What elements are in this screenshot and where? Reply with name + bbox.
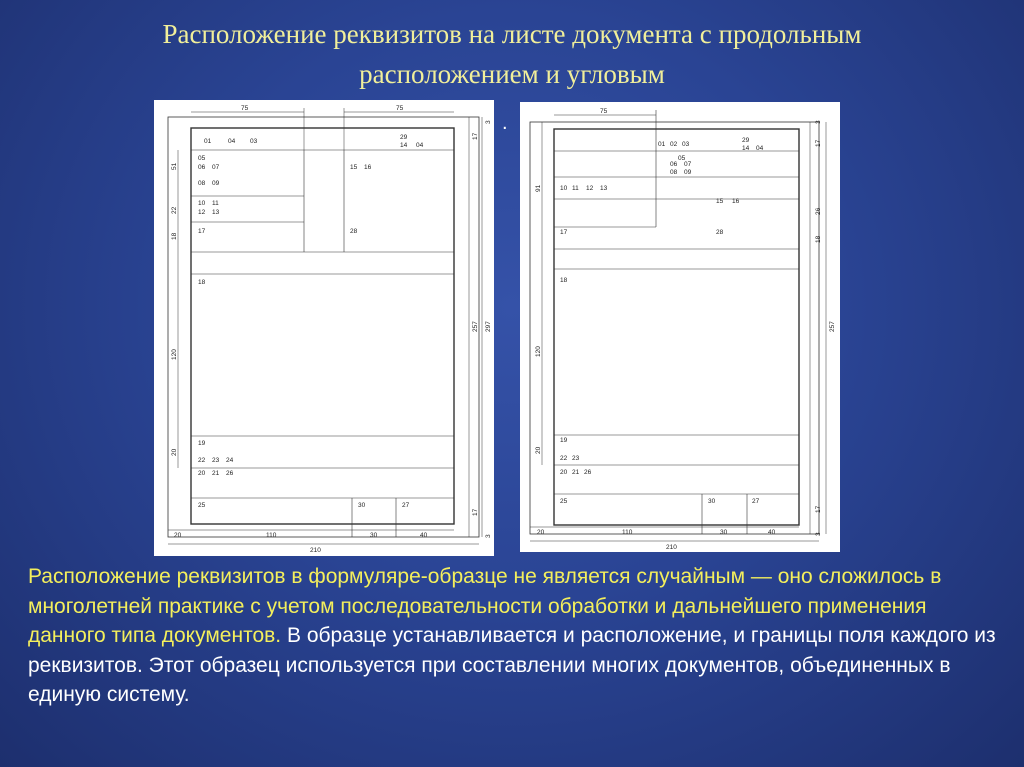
field-28: 28 [350, 228, 358, 235]
dim-right-17-top: 17 [472, 132, 479, 140]
field-08: 08 [198, 180, 206, 187]
longitudinal-form-diagram [154, 100, 494, 556]
dim-side-120: 120 [171, 349, 178, 360]
field-16: 16 [732, 198, 740, 205]
field-04: 04 [228, 138, 236, 145]
field-06: 06 [198, 164, 206, 171]
dim-bottom-110: 110 [266, 532, 277, 539]
field-20: 20 [198, 470, 206, 477]
field-12: 12 [198, 209, 206, 216]
corner-form-diagram [520, 102, 840, 552]
field-11: 11 [572, 185, 579, 192]
field-10: 10 [560, 185, 568, 192]
field-29: 29 [742, 137, 750, 144]
dim-right-3-top: 3 [485, 120, 492, 124]
dim-bottom-30: 30 [370, 532, 378, 539]
title-separator-dot: . [502, 112, 508, 134]
field-09: 09 [684, 169, 692, 176]
dim-right-17: 17 [815, 139, 822, 147]
description-highlight: Расположение реквизитов в формуляре-образце не является случайным — оно сложилось в многолетней практике с учетом последовательности обработки и дальнейшего применения данного типа документов. [28, 565, 942, 647]
field-09: 09 [212, 180, 220, 187]
field-27: 27 [402, 502, 410, 509]
description-paragraph [28, 562, 1003, 710]
dim-side-18: 18 [171, 232, 178, 240]
dim-side-20: 20 [535, 446, 542, 454]
field-25: 25 [560, 498, 568, 505]
field-22: 22 [198, 457, 206, 464]
dim-side-51: 51 [171, 162, 178, 170]
field-25: 25 [198, 502, 206, 509]
field-03: 03 [250, 138, 258, 145]
field-18: 18 [198, 279, 206, 286]
field-05: 05 [198, 155, 206, 162]
field-17: 17 [198, 228, 206, 235]
dim-bottom-40: 40 [768, 529, 776, 536]
field-17: 17 [560, 229, 568, 236]
field-04: 04 [756, 145, 764, 152]
field-30: 30 [708, 498, 716, 505]
dim-bottom-210: 210 [310, 547, 321, 554]
field-13: 13 [600, 185, 608, 192]
field-03: 03 [682, 141, 690, 148]
dim-right-26: 26 [815, 207, 822, 215]
description-rest: В образце устанавливается и расположение, и границы поля каждого из реквизитов. Этот образец используется при составлении многих документов, объединенных в единую систему. [28, 624, 996, 706]
dim-right-18: 18 [815, 235, 822, 243]
dim-side-20: 20 [171, 448, 178, 456]
dim-bottom-20: 20 [537, 529, 545, 536]
field-15: 15 [716, 198, 724, 205]
field-15: 15 [350, 164, 358, 171]
dim-right-17-bottom: 17 [815, 505, 822, 513]
field-14: 14 [742, 145, 750, 152]
dim-right-257: 257 [829, 321, 836, 332]
field-04b: 04 [416, 142, 424, 149]
dim-bottom-30: 30 [720, 529, 728, 536]
field-27: 27 [752, 498, 760, 505]
field-24: 24 [226, 457, 234, 464]
field-26: 26 [226, 470, 234, 477]
dim-bottom-110: 110 [622, 529, 633, 536]
field-21: 21 [212, 470, 220, 477]
field-20: 20 [560, 469, 568, 476]
dim-right-3-bottom: 3 [485, 534, 492, 538]
field-23: 23 [212, 457, 220, 464]
dim-side-22: 22 [171, 206, 178, 214]
field-18: 18 [560, 277, 568, 284]
dim-right-297: 297 [485, 321, 492, 332]
field-19: 19 [560, 437, 568, 444]
field-06: 06 [670, 161, 678, 168]
dim-top-75: 75 [600, 108, 608, 115]
slide-title [0, 14, 1024, 94]
field-14: 14 [400, 142, 408, 149]
field-22: 22 [560, 455, 568, 462]
dim-right-17-bottom: 17 [472, 508, 479, 516]
longitudinal-form-drawing [154, 100, 494, 556]
field-13: 13 [212, 209, 220, 216]
field-10: 10 [198, 200, 206, 207]
title-line-1: Расположение реквизитов на листе документа с продольным [162, 19, 862, 49]
dim-side-120: 120 [535, 346, 542, 357]
field-02: 02 [670, 141, 678, 148]
dim-bottom-210: 210 [666, 544, 677, 551]
dim-bottom-40: 40 [420, 532, 428, 539]
field-01: 01 [204, 138, 212, 145]
field-08: 08 [670, 169, 678, 176]
field-11: 11 [212, 200, 219, 207]
dim-top-75-b: 75 [396, 105, 404, 112]
dim-right-3-bottom: 3 [815, 532, 822, 536]
dim-top-75-a: 75 [241, 105, 249, 112]
field-30: 30 [358, 502, 366, 509]
field-07: 07 [684, 161, 692, 168]
dim-right-257: 257 [472, 321, 479, 332]
field-19: 19 [198, 440, 206, 447]
dim-side-91: 91 [535, 184, 542, 192]
field-07: 07 [212, 164, 220, 171]
working-field [191, 128, 454, 524]
dim-right-3-top: 3 [815, 120, 822, 124]
field-12: 12 [586, 185, 594, 192]
field-28: 28 [716, 229, 724, 236]
field-21: 21 [572, 469, 580, 476]
dim-bottom-20: 20 [174, 532, 182, 539]
field-29: 29 [400, 134, 408, 141]
field-05: 05 [678, 155, 686, 162]
field-16: 16 [364, 164, 372, 171]
field-23: 23 [572, 455, 580, 462]
title-line-2: расположением и угловым [359, 59, 665, 89]
corner-form-drawing [520, 102, 840, 552]
field-26: 26 [584, 469, 592, 476]
field-01: 01 [658, 141, 666, 148]
